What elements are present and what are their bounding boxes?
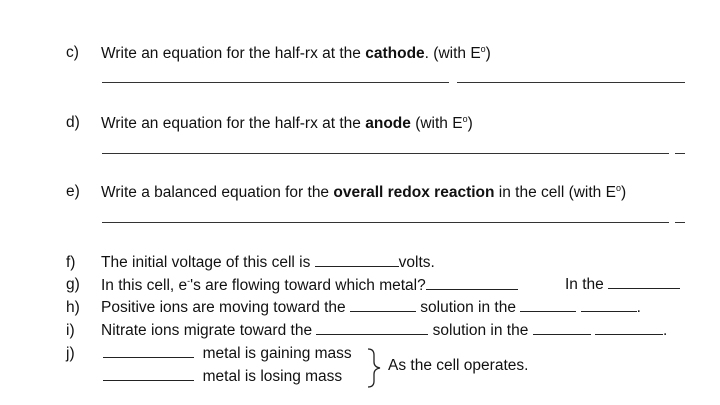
brace-note: As the cell operates. [388,357,529,374]
question-letter-f: f) [66,254,76,271]
answer-line-c-1[interactable] [102,82,449,83]
question-e-text: Write a balanced equation for the overall redox reaction in the cell (with $E^o$) [101,183,627,202]
question-j-line-2: metal is losing mass [103,368,342,386]
question-f-text: The initial voltage of this cell is volts. [101,254,435,271]
answer-line-d-2[interactable] [675,153,685,154]
positive-ion-solution-blank-2[interactable] [581,310,637,312]
electron-metal-blank[interactable] [426,288,518,290]
nitrate-solution-blank-2[interactable] [595,333,663,335]
question-letter-c: c) [66,44,79,61]
question-letter-g: g) [66,276,80,293]
question-j-line-1: metal is gaining mass [103,345,352,363]
question-d-text: Write an equation for the half-rx at the anode (with $E^o$) [101,114,473,133]
question-g-text: In this cell, e-'s are flowing toward which metal? [101,276,518,295]
question-letter-i: i) [66,322,75,339]
question-letter-h: h) [66,299,80,316]
answer-line-d-1[interactable] [102,153,669,154]
question-letter-d: d) [66,114,80,131]
positive-ion-blank[interactable] [350,310,416,312]
question-letter-j: j) [66,345,75,362]
question-g-tail: In the [565,276,680,294]
right-brace-icon [366,347,382,389]
nitrate-ion-blank[interactable] [316,333,428,335]
gaining-mass-blank[interactable] [103,356,194,358]
question-c-text: Write an equation for the half-rx at the cathode. (with $E^o$) [101,44,491,63]
losing-mass-blank[interactable] [103,379,194,381]
answer-line-c-2[interactable] [457,82,685,83]
answer-line-e-1[interactable] [102,222,669,223]
voltage-blank[interactable] [315,265,399,267]
question-i-text: Nitrate ions migrate toward the solution in the . [101,322,668,339]
answer-line-e-2[interactable] [675,222,685,223]
nitrate-solution-blank-1[interactable] [533,333,591,335]
question-h-text: Positive ions are moving toward the solution in the . [101,299,641,316]
electron-direction-blank[interactable] [608,287,680,289]
question-letter-e: e) [66,183,80,200]
positive-ion-solution-blank-1[interactable] [520,310,576,312]
